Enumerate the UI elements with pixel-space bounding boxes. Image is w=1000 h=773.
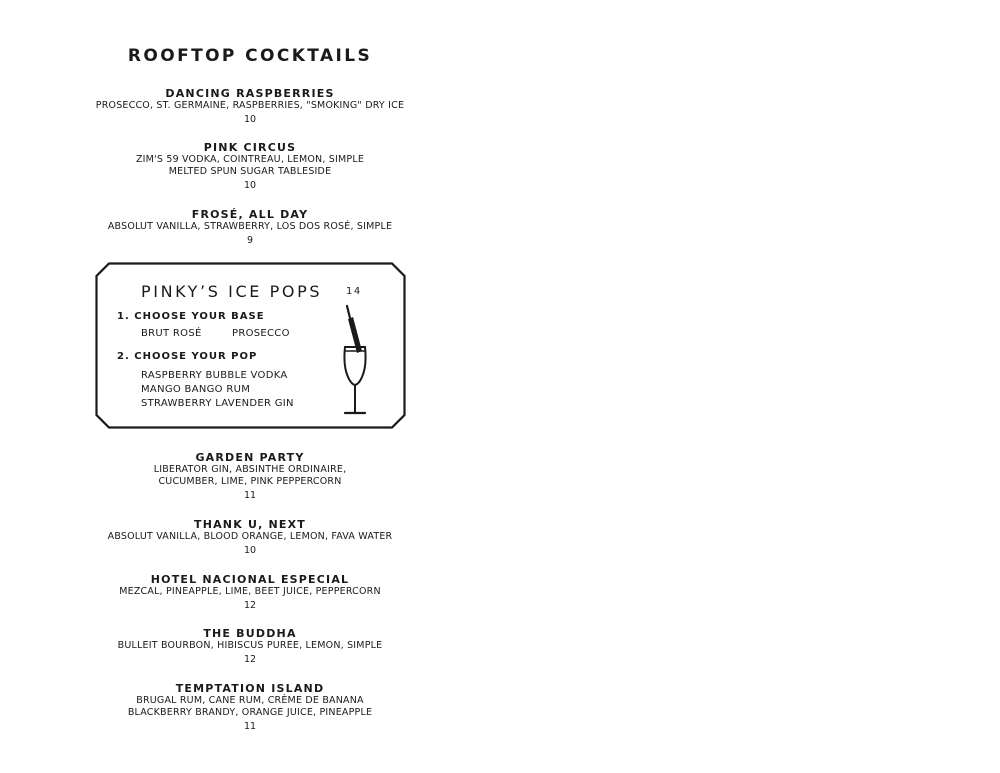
drink-name: HOTEL NACIONAL ESPECIAL — [150, 573, 350, 586]
ice-pops-box — [95, 262, 406, 429]
drink-name: DANCING RASPBERRIES — [165, 87, 335, 100]
step-choose-base: 1. CHOOSE YOUR BASE — [117, 311, 265, 322]
drink-name: FROSÉ, ALL DAY — [191, 208, 309, 221]
drink-price: 11 — [243, 721, 257, 732]
drink-ingredients: MELTED SPUN SUGAR TABLESIDE — [168, 166, 332, 177]
menu-item-thank-u-next — [60, 518, 440, 558]
pop-option: STRAWBERRY LAVENDER GIN — [141, 398, 294, 409]
drink-ingredients: MEZCAL, PINEAPPLE, LIME, BEET JUICE, PEPPERCORN — [119, 586, 381, 597]
drink-name: THE BUDDHA — [203, 627, 297, 640]
drink-price: 11 — [243, 490, 257, 501]
menu-item-frose-all-day — [60, 208, 440, 248]
drink-price: 12 — [243, 654, 257, 665]
menu-item-hotel-nacional-especial — [60, 573, 440, 613]
drink-ingredients: CUCUMBER, LIME, PINK PEPPERCORN — [158, 476, 342, 487]
drink-name: THANK U, NEXT — [193, 518, 307, 531]
drink-price: 10 — [243, 545, 257, 556]
drink-price: 10 — [243, 114, 257, 125]
pop-option: MANGO BANGO RUM — [141, 384, 251, 395]
base-option: PROSECCO — [232, 328, 290, 339]
menu-item-dancing-raspberries — [60, 87, 440, 127]
drink-ingredients: BRUGAL RUM, CANE RUM, CRÈME DE BANANA — [136, 695, 364, 706]
drink-name: GARDEN PARTY — [195, 451, 305, 464]
drink-ingredients: BLACKBERRY BRANDY, ORANGE JUICE, PINEAPPLE — [127, 707, 373, 718]
ice-pops-title: PINKY’S ICE POPS — [141, 282, 323, 301]
drink-name: TEMPTATION ISLAND — [175, 682, 325, 695]
base-option: BRUT ROSÉ — [141, 328, 202, 339]
drink-price: 12 — [243, 600, 257, 611]
ice-pops-price: 14 — [346, 286, 362, 297]
drink-ingredients: ABSOLUT VANILLA, BLOOD ORANGE, LEMON, FAVA WATER — [107, 531, 393, 542]
drink-ingredients: ABSOLUT VANILLA, STRAWBERRY, LOS DOS ROSÉ, SIMPLE — [107, 221, 393, 232]
drink-ingredients: LIBERATOR GIN, ABSINTHE ORDINAIRE, — [153, 464, 347, 475]
step-choose-pop: 2. CHOOSE YOUR POP — [117, 351, 258, 362]
drink-name: PINK CIRCUS — [203, 141, 297, 154]
drink-price: 10 — [243, 180, 257, 191]
menu-item-the-buddha — [60, 627, 440, 667]
champagne-glass-with-ice-pop-icon — [335, 304, 375, 416]
menu-item-pink-circus — [60, 141, 440, 193]
menu-title: ROOFTOP COCKTAILS — [127, 46, 373, 66]
drink-ingredients: ZIM'S 59 VODKA, COINTREAU, LEMON, SIMPLE — [135, 154, 365, 165]
menu-item-garden-party — [60, 451, 440, 503]
drink-ingredients: BULLEIT BOURBON, HIBISCUS PUREE, LEMON, SIMPLE — [117, 640, 383, 651]
menu-item-temptation-island — [60, 682, 440, 734]
drink-price: 9 — [246, 235, 254, 246]
pop-option: RASPBERRY BUBBLE VODKA — [141, 370, 288, 381]
drink-ingredients: PROSECCO, ST. GERMAINE, RASPBERRIES, "SMOKING" DRY ICE — [95, 100, 405, 111]
